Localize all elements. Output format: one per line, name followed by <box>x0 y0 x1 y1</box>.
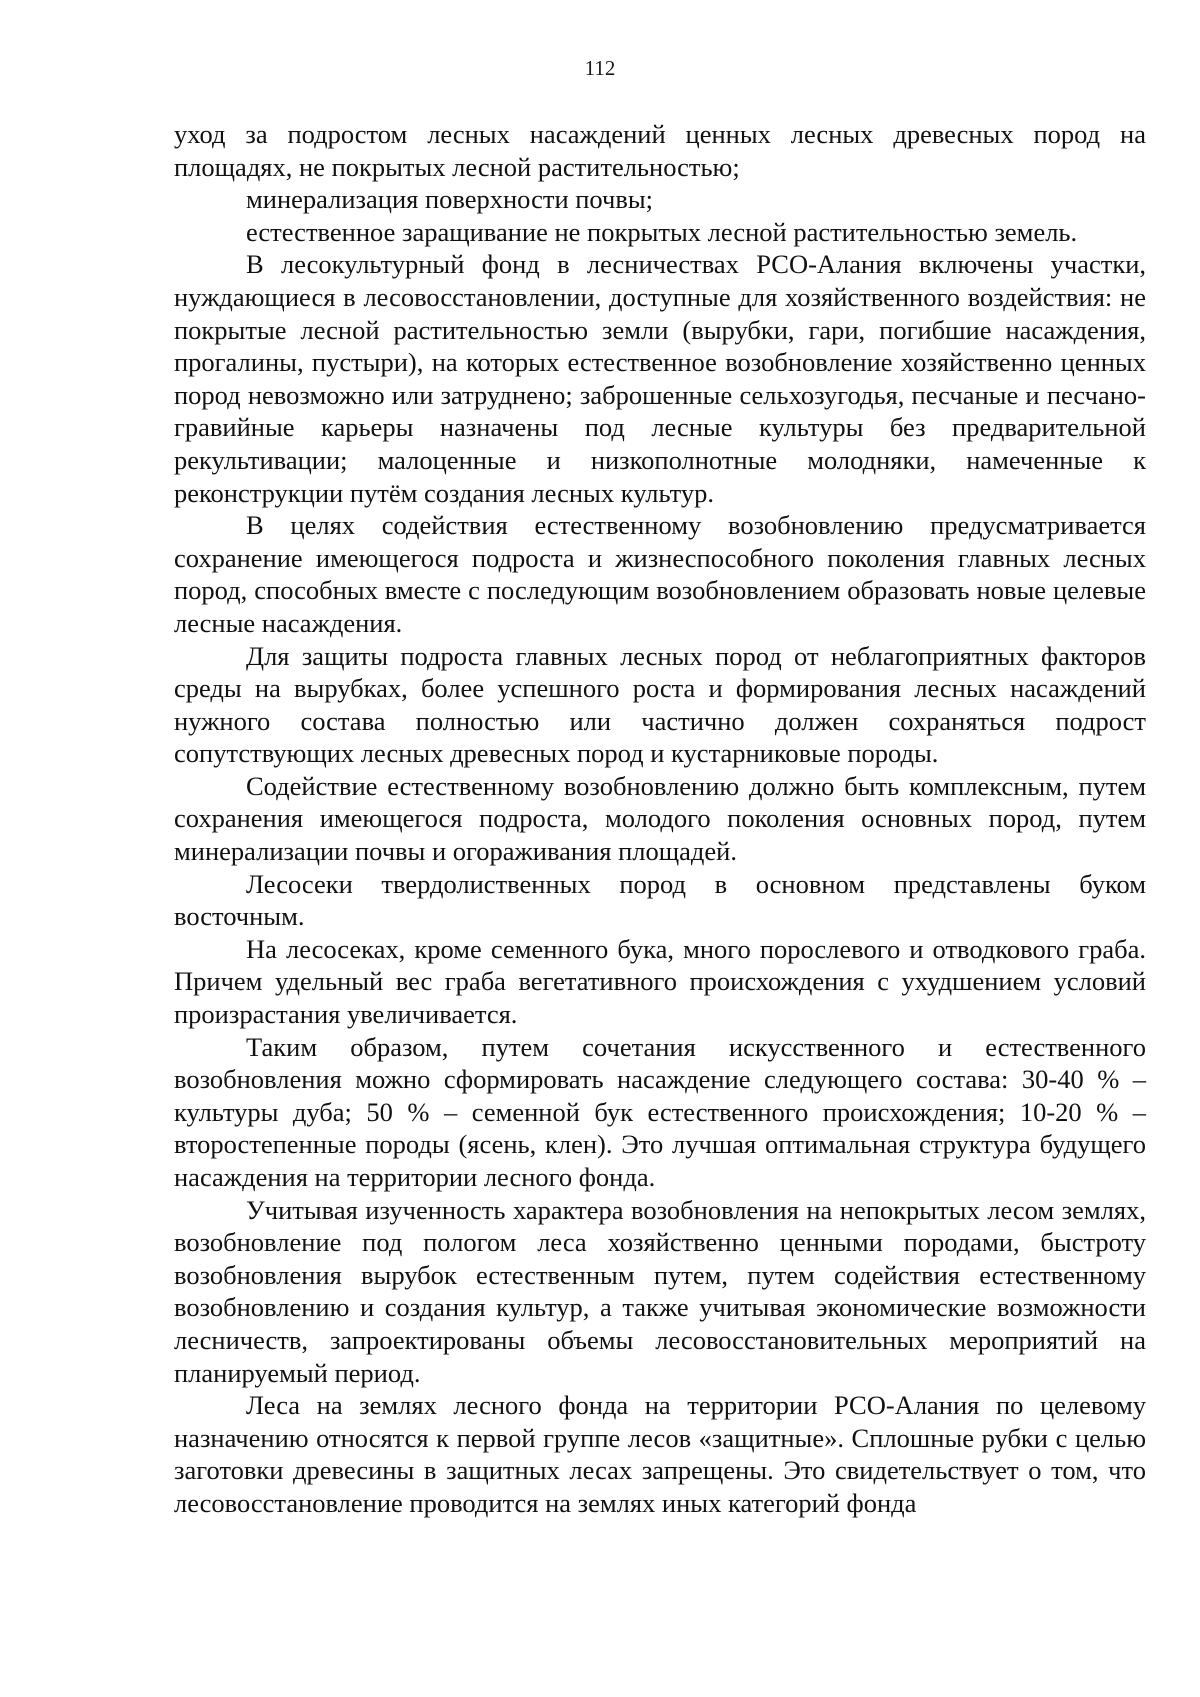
page-number: 112 <box>584 56 616 80</box>
paragraph-7: Содействие естественному возобновлению должно быть комплексным, путем сохранения имеющегося подроста, молодого поколения основных пород, путем минерализации почвы и огораживания площадей. <box>174 770 1146 867</box>
paragraph-9: На лесосеках, кроме семенного бука, много порослевого и отводкового граба. Причем удельный вес граба вегетативного происхождения с ухудшением условий произрастания увеличивается. <box>174 933 1146 1030</box>
paragraph-5: В целях содействия естественному возобновлению предусматривается сохранение имеющегося подроста и жизнеспособного поколения главных лесных пород, способных вместе с последующим возобновлением образовать новые целевые лесные насаждения. <box>174 510 1146 638</box>
paragraph-6: Для защиты подроста главных лесных пород от неблагоприятных факторов среды на вырубках, более успешного роста и формирования лесных насаждений нужного состава полностью или частично должен сохраняться подрост сопутствующих лесных древесных пород и кустарниковые породы. <box>174 640 1146 769</box>
paragraph-11: Учитывая изученность характера возобновления на непокрытых лесом землях, возобновление под пологом леса хозяйственно ценными породами, быстроту возобновления вырубок естественным путем, путем содействия естественному возобновлению и создания культур, а также учитывая экономические возможности лесничеств, запроектированы объемы лесовосстановительных мероприятий на планируемый период. <box>174 1194 1146 1388</box>
paragraph-8: Лесосеки твердолиственных пород в основном представлены буком восточным. <box>174 868 1146 932</box>
paragraph-12: Леса на землях лесного фонда на территории РСО-Алания по целевому назначению относятся к первой группе лесов «защитные». Сплошные рубки с целью заготовки древесины в защитных лесах запрещены. Это свидетельствует о том, что лесовосстановление проводится на землях иных категорий фонда <box>174 1390 1146 1518</box>
paragraph-4: В лесокультурный фонд в лесничествах РСО-Алания включены участки, нуждающиеся в лесовосстановлении, доступные для хозяйственного воздействия: не покрытые лесной растительностью земли (вырубки, гари, погибшие насаждения, прогалины, пустыри), на которых естественное возобновление хозяйственно ценных пород невозможно или затруднено; заброшенные сельхозугодья, песчаные и песчано-гравийные карьеры назначены под лесные культуры без предварительной рекультивации; малоценные и низкополнотные молодняки, намеченные к реконструкции путём создания лесных культур. <box>174 249 1146 508</box>
paragraph-10: Таким образом, путем сочетания искусственного и естественного возобновления можно сформировать насаждение следующего состава: 30-40 % – культуры дуба; 50 % – семенной бук естественного происхождения; 10-20 % – второстепенные породы (ясень, клен). Это лучшая оптимальная структура будущего насаждения на территории лесного фонда. <box>174 1031 1146 1192</box>
text-body <box>174 118 1146 1520</box>
paragraph-2: минерализация поверхности почвы; <box>246 184 653 215</box>
paragraph-1: уход за подростом лесных насаждений ценных лесных древесных пород на площадях, не покрытых лесной растительностью; <box>174 119 1146 182</box>
paragraph-3: естественное заращивание не покрытых лесной растительностью земель. <box>246 216 1078 247</box>
